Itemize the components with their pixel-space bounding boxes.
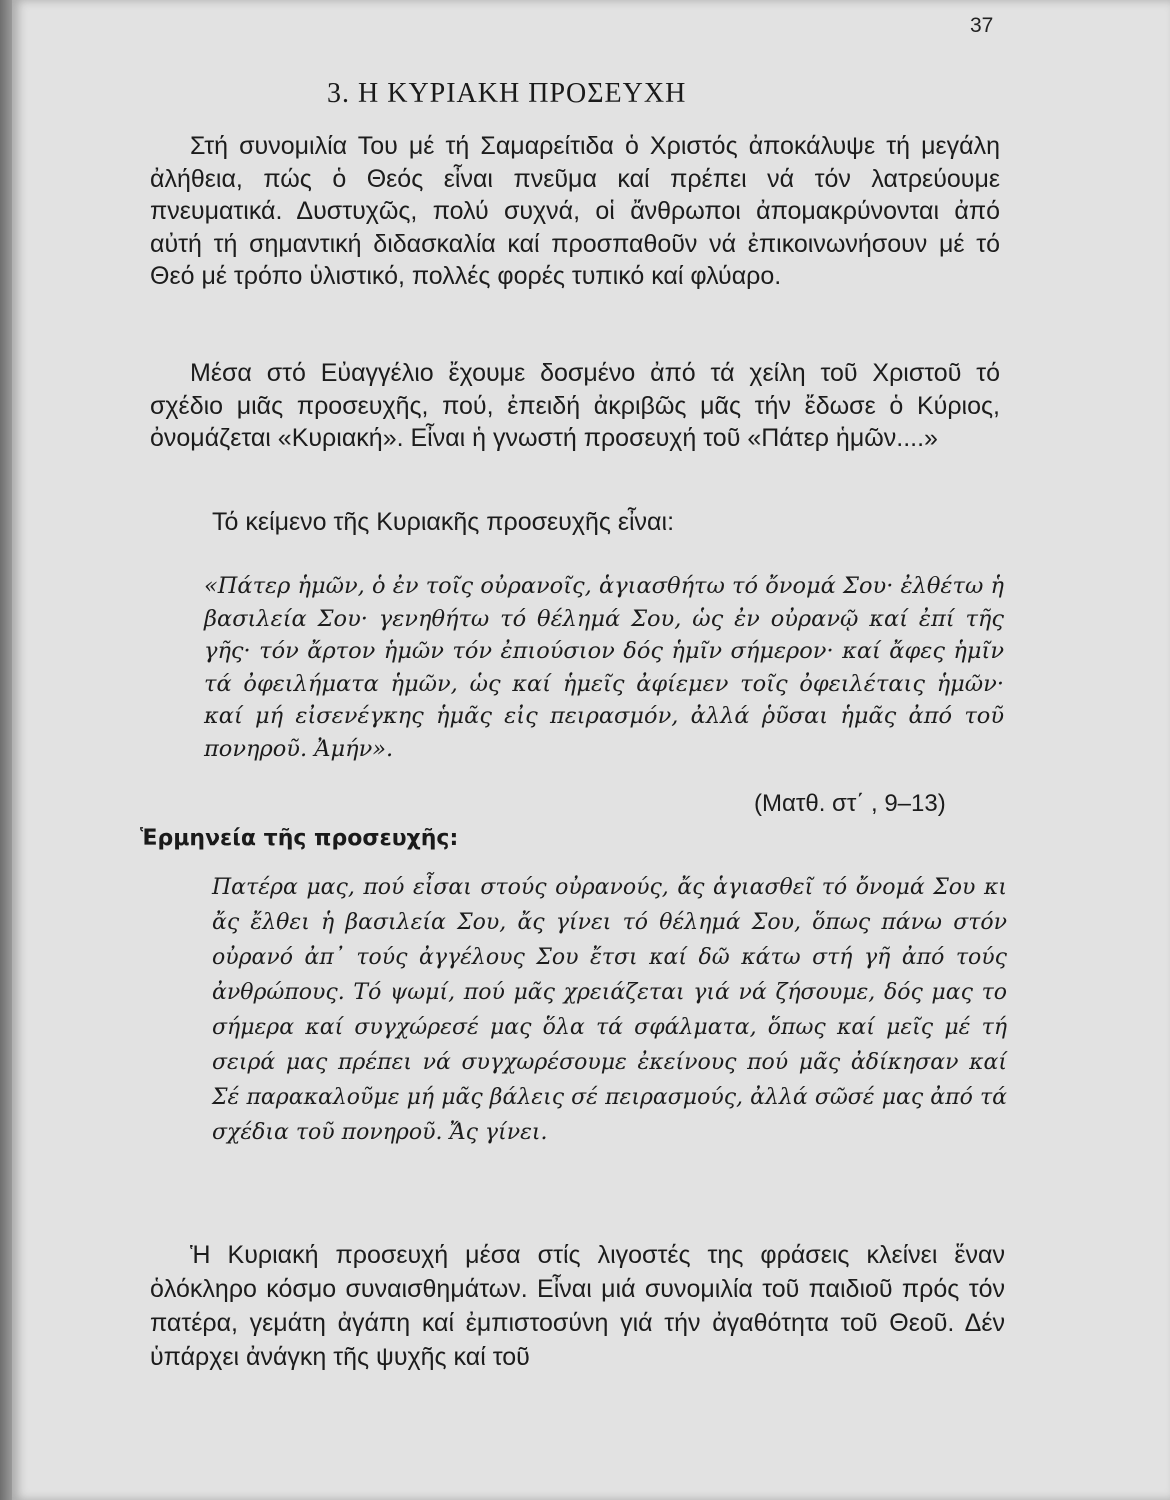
scripture-citation: (Ματθ. στ΄ , 9–13)	[754, 790, 946, 817]
paragraph-intro: Στή συνομιλία Του μέ τή Σαμαρείτιδα ὁ Χριστός ἀποκάλυψε τή μεγάλη ἀλήθεια, πώς ὁ Θεός εἶναι πνεῦμα καί πρέπει νά τόν λατρεύουμε πνευματικά. Δυστυχῶς, πολύ συχνά, οἱ ἄνθρωποι ἀπομακρύνονται ἀπό αὐτή τή σημαντική διδασκαλία καί προσπαθοῦν νά ἐπικοινωνήσουν μέ τό Θεό μέ τρόπο ὑλιστικό, πολλές φορές τυπικό καί φλύαρο.	[150, 132, 1000, 290]
prayer-text-intro: Τό κείμενο τῆς Κυριακῆς προσευχῆς εἶναι:	[212, 508, 675, 536]
prayer-interpretation: Πατέρα μας, πού εἶσαι στούς οὐρανούς, ἄς ἁγιασθεῖ τό ὄνομά Σου κι ἄς ἔλθει ἡ βασιλεία Σου, ἄς γίνει τό θέλημά Σου, ὅπως πάνω στόν οὐρανό ἀπ᾽ τούς ἀγγέλους Σου ἔτσι καί δῶ κάτω στή γῆ ἀπό τούς ἀνθρώπους. Τό ψωμί, πού μᾶς χρειάζεται γιά νά ζήσουμε, δός μας το σήμερα καί συγχώρεσέ μας ὅλα τά σφάλματα, ὅπως καί μεῖς μέ τή σειρά μας πρέπει νά συγχωρέσουμε ἐκείνους πού μᾶς ἀδίκησαν καί Σέ παρακαλοῦμε μή μᾶς βάλεις σέ πειρασμούς, ἀλλά σῶσέ μας ἀπό τά σχέδια τοῦ πονηροῦ. Ἄς γίνει.	[212, 875, 1007, 1145]
paragraph-gospel: Μέσα στό Εὐαγγέλιο ἔχουμε δοσμένο ἀπό τά χείλη τοῦ Χριστοῦ τό σχέδιο μιᾶς προσευχῆς, πού, ἐπειδή ἀκριβῶς μᾶς τήν ἔδωσε ὁ Κύριος, ὀνομάζεται «Κυριακή». Εἶναι ἡ γνωστή προσευχή τοῦ «Πάτερ ἡμῶν....»	[150, 359, 1000, 452]
book-page	[12, 0, 1170, 1500]
chapter-title: 3. Η ΚΥΡΙΑΚΗ ΠΡΟΣΕΥΧΗ	[327, 78, 687, 109]
lords-prayer-quote: «Πάτερ ἡμῶν, ὁ ἐν τοῖς οὐρανοῖς, ἁγιασθήτω τό ὄνομά Σου· ἐλθέτω ἡ βασιλεία Σου· γενηθήτω τό θέλημά Σου, ὡς ἐν οὐρανῷ καί ἐπί τῆς γῆς· τόν ἄρτον ἡμῶν τόν ἐπιούσιον δός ἡμῖν σήμερον· καί ἄφες ἡμῖν τά ὀφειλήματα ἡμῶν, ὡς καί ἡμεῖς ἀφίεμεν τοῖς ὀφειλέταις ἡμῶν· καί μή εἰσενέγκης ἡμᾶς εἰς πειρασμόν, ἀλλά ῥῦσαι ἡμᾶς ἀπό τοῦ πονηροῦ. Ἀμήν».	[204, 573, 1004, 762]
page-number: 37	[970, 14, 994, 37]
section-heading-interpretation: Ἑρμηνεία τῆς προσευχῆς:	[140, 826, 459, 851]
page-edge-shadow	[0, 0, 12, 1500]
paragraph-closing: Ἡ Κυριακή προσευχή μέσα στίς λιγοστές της φράσεις κλείνει ἕναν ὁλόκληρο κόσμο συναισθημάτων. Εἶναι μιά συνομιλία τοῦ παιδιοῦ πρός τόν πατέρα, γεμάτη ἀγάπη καί ἐμπιστοσύνη γιά τήν ἀγαθότητα τοῦ Θεοῦ. Δέν ὑπάρχει ἀνάγκη τῆς ψυχῆς καί τοῦ	[150, 1241, 1005, 1371]
